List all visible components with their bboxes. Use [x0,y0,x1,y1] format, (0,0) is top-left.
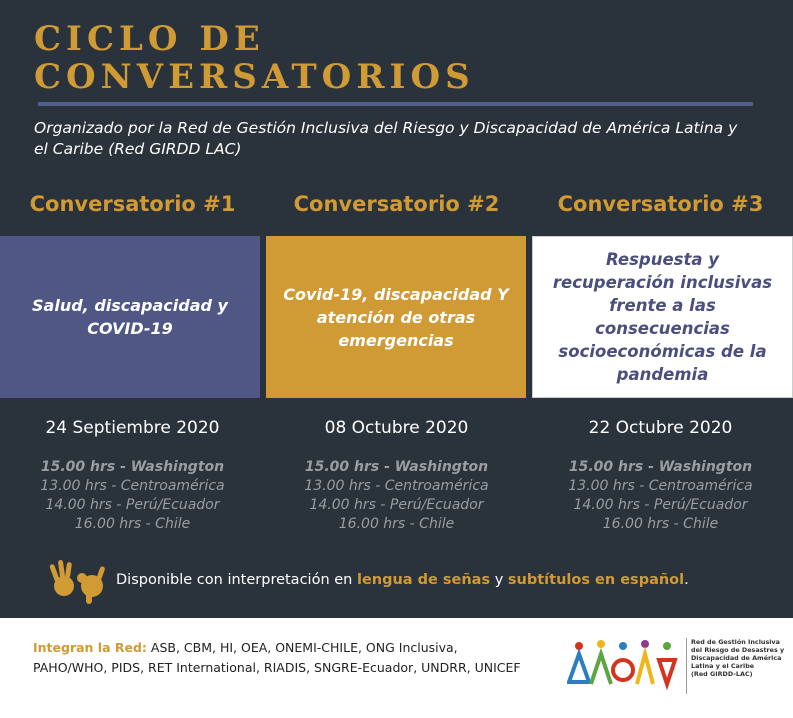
time-centroamerica: 13.00 hrs - Centroamérica [304,478,489,494]
time-washington: 15.00 hrs - Washington [304,459,489,475]
time-chile: 16.00 hrs - Chile [338,516,455,532]
time-washington: 15.00 hrs - Washington [40,459,225,475]
conversatorio-3-times [528,458,793,534]
girdd-lac-logo-icon [567,636,687,696]
sign-language-highlight: lengua de señas [356,572,491,588]
footer [0,618,793,718]
conversatorio-3-topic: Respuesta y recuperación inclusivas frente a las consecuencias socioeconómicas de la pandemia [552,250,773,384]
conversatorio-2-heading: Conversatorio #2 [293,192,500,216]
conversatorio-2-topic-box [266,236,526,398]
members-label: Integran la Red: [33,640,147,655]
logo-text: Red de Gestión Inclusiva del Riesgo de Desastres y Discapacidad de América Latina y el Caribe (Red GIRDD-LAC) [691,638,785,678]
time-centroamerica: 13.00 hrs - Centroamérica [40,478,225,494]
sign-language-icon [48,556,112,604]
conversatorio-3-heading: Conversatorio #3 [557,192,764,216]
title-divider [38,102,753,106]
members-line-1: ASB, CBM, HI, OEA, ONEMI-CHILE, ONG Inclusiva, [146,640,458,655]
conversatorio-3-topic-box [532,236,793,398]
time-peru-ecuador: 14.00 hrs - Perú/Ecuador [573,497,748,513]
event-title [34,20,475,96]
conversatorio-2-topic: Covid-19, discapacidad Y atención de otras emergencias [283,284,509,350]
accessibility-note [48,556,689,604]
conversatorio-3-date: 22 Octubre 2020 [588,418,733,438]
time-chile: 16.00 hrs - Chile [74,516,191,532]
conversatorio-1-heading: Conversatorio #1 [29,192,236,216]
title-line-2: CONVERSATORIOS [34,57,475,97]
conversatorio-2-date: 08 Octubre 2020 [324,418,469,438]
conversatorio-1-topic-box [0,236,260,398]
conversatorio-1-times [0,458,265,534]
conversatorio-2-times [264,458,529,534]
conversatorio-1-date: 24 Septiembre 2020 [45,418,220,438]
members-line-2: PAHO/WHO, PIDS, RET International, RIADIS, SNGRE-Ecuador, UNDRR, UNICEF [33,660,521,675]
conversatorio-1-topic: Salud, discapacidad y COVID-19 [32,296,228,338]
time-centroamerica: 13.00 hrs - Centroamérica [568,478,753,494]
time-peru-ecuador: 14.00 hrs - Perú/Ecuador [309,497,484,513]
time-peru-ecuador: 14.00 hrs - Perú/Ecuador [45,497,220,513]
time-chile: 16.00 hrs - Chile [602,516,719,532]
network-members [33,638,563,678]
organizer-subtitle: Organizado por la Red de Gestión Inclusiva del Riesgo y Discapacidad de América Latina y el Caribe (Red GIRDD LAC) [34,119,738,158]
accessibility-text: Disponible con interpretación en lengua de señas y subtítulos en español. [116,572,689,588]
time-washington: 15.00 hrs - Washington [568,459,753,475]
title-line-1: CICLO DE [34,19,265,59]
logo-divider [686,638,687,694]
subtitles-highlight: subtítulos en español [507,572,685,588]
